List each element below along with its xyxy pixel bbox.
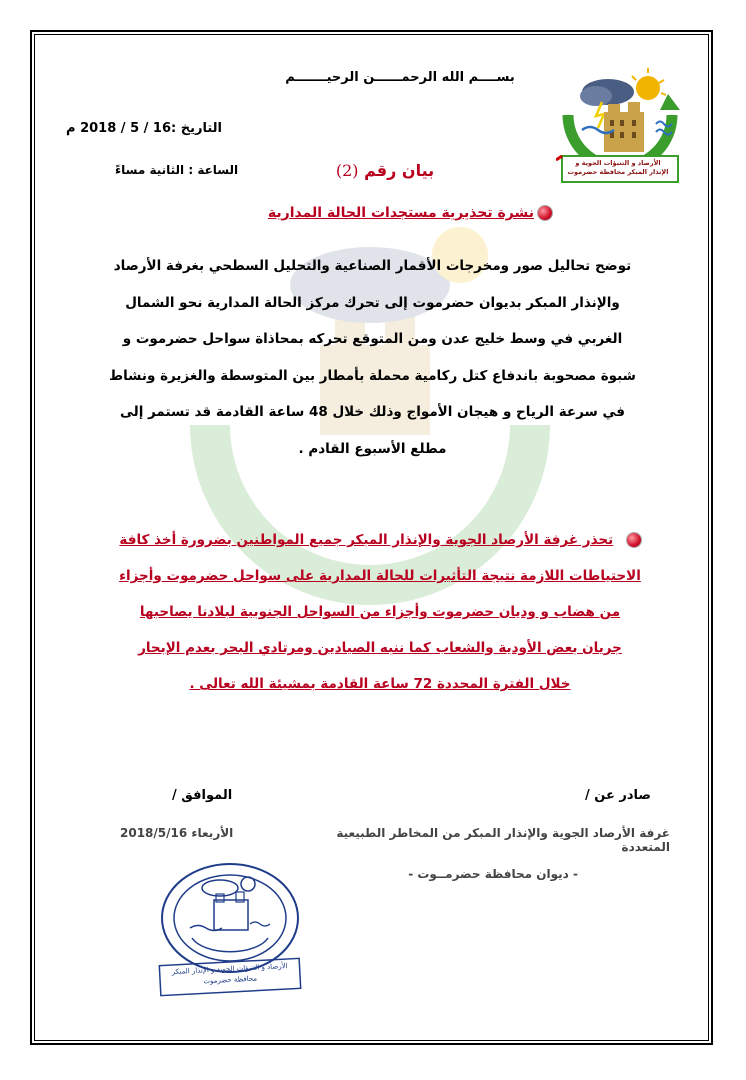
warning-line: الاحتياطات اللازمة نتيجة التأثيرات للحالة المدارية على سواحل حضرموت وأجزاء xyxy=(119,568,641,584)
bulletin-line: في سرعة الرياح و هيجان الأمواج وذلك خلال 48 ساعة القادمة قد تستمر إلى xyxy=(119,404,625,420)
weekday-date: الأربعاء 2018/5/16 xyxy=(120,826,234,840)
issue-date: التاريخ :16 / 5 / 2018 م xyxy=(66,121,222,136)
bulletin-line: الغربي في وسط خليج عدن ومن المتوقع تحركه بمحاذاة سواحل حضرموت و xyxy=(122,331,623,347)
governorate-office: - ديوان محافظة حضرمــوت - xyxy=(408,867,578,881)
bulletin-line: مطلع الأسبوع القادم . xyxy=(298,440,447,457)
bulletin-line: والإنذار المبكر بديوان حضرموت إلى تحرك مركز الحالة المدارية نحو الشمال xyxy=(125,294,620,311)
issued-by-label: صادر عن / xyxy=(585,788,651,803)
stamp-caption: الأرصاد و التنبؤات الجوية و الإنذار المبكر محافظة حضرموت xyxy=(171,961,288,986)
red-bullet-icon xyxy=(538,206,552,220)
warning-line: جريان بعض الأودية والشعاب كما ننبه الصيادين ومرتادي البحر بعدم الإبحار xyxy=(138,640,622,656)
approved-date-label: الموافق / xyxy=(172,788,233,803)
warning-paragraph xyxy=(100,522,660,702)
bulletin-title xyxy=(262,205,552,221)
bulletin-line: شبوة مصحوبة باندفاع كتل ركامية محملة بأمطار بين المتوسطة والغزيرة ونشاط xyxy=(109,367,636,384)
basmala: بســــم الله الرحمــــــن الرحيـــــــم xyxy=(285,70,515,85)
statement-number xyxy=(300,161,470,180)
bulletin-title-text: نشرة تحذيرية مستجدات الحالة المدارية xyxy=(267,205,534,221)
red-bullet-icon xyxy=(627,533,641,547)
issue-time: الساعة : الثانية مساءً xyxy=(115,163,239,177)
logo-caption: الأرصاد و التنبؤات الجوية و الإنذار المبكر محافظة حضرموت xyxy=(567,159,669,176)
warning-line: خلال الفترة المحددة 72 ساعة القادمة بمشيئة الله تعالى . xyxy=(189,676,571,692)
issuing-department: غرفة الأرصاد الجوية والإنذار المبكر من المخاطر الطبيعية المتعددة xyxy=(336,826,670,854)
warning-line: تحذر غرفة الأرصاد الجوية والإنذار المبكر جميع المواطنين بضرورة أخذ كافة xyxy=(100,522,660,558)
bulletin-line: توضح تحاليل صور ومخرجات الأقمار الصناعية والتحليل السطحي بغرفة الأرصاد xyxy=(113,258,632,274)
statement-number-value: (2) xyxy=(335,161,359,180)
statement-label: بيان رقم xyxy=(364,161,435,180)
warning-line: من هضاب و وديان حضرموت وأجزاء من السواحل الجنوبية لبلادنا يصاحبها xyxy=(139,604,621,620)
bulletin-paragraph xyxy=(100,248,645,467)
